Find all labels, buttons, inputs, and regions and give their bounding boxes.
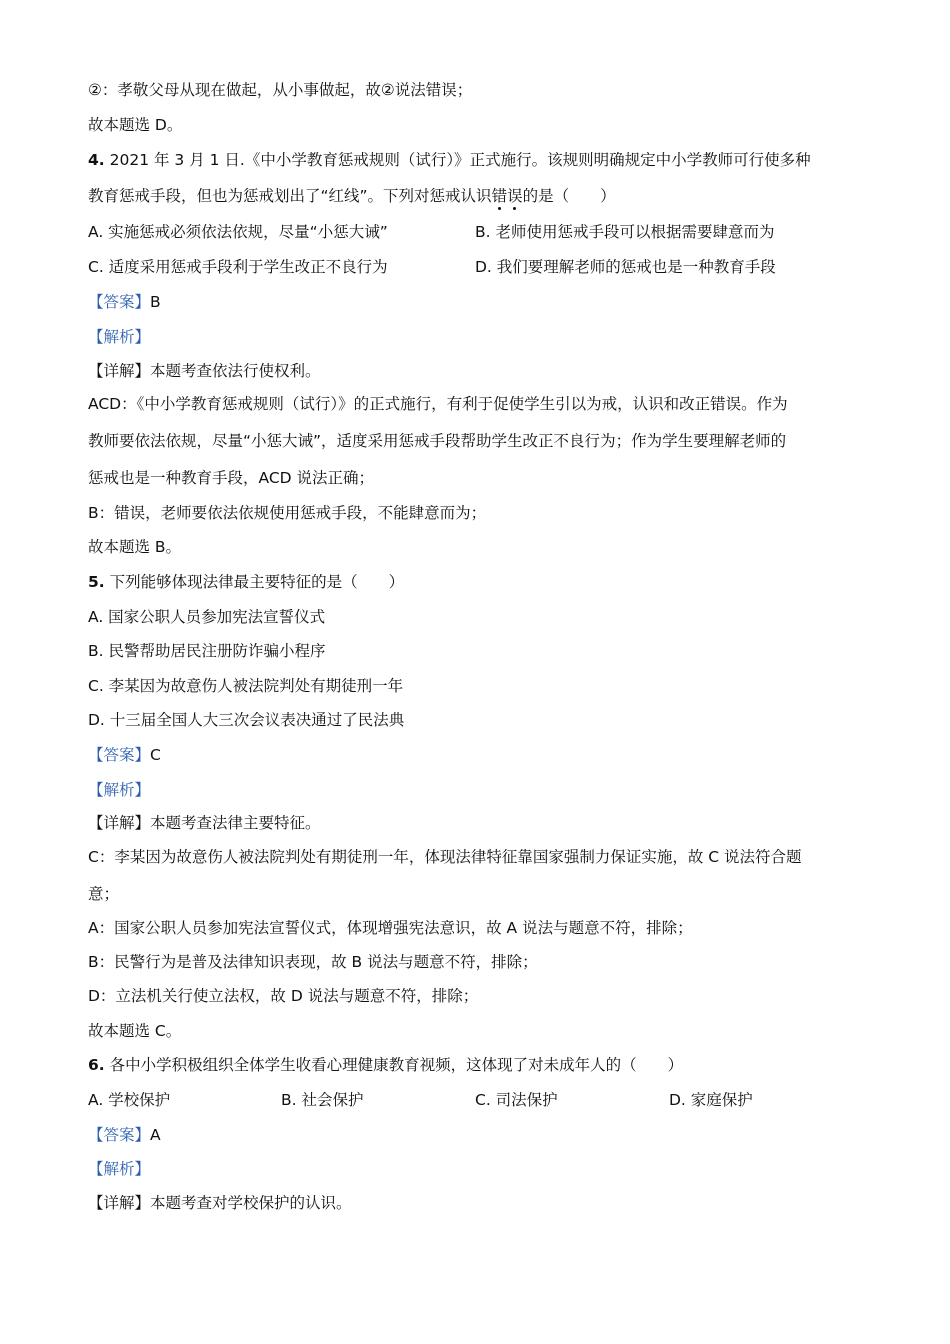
analysis-tag: 【解析】 xyxy=(88,328,151,346)
answer-line xyxy=(88,1125,161,1145)
question-4-stem-cont xyxy=(88,186,616,206)
detail-text: 本题考查依法行使权利。 xyxy=(150,362,321,380)
option-d: D. 家庭保护 xyxy=(669,1091,753,1109)
detail-tag: 【详解】 xyxy=(88,1194,151,1212)
explanation-line: B：错误，老师要依法依规使用惩戒手段，不能肆意而为； xyxy=(88,504,487,522)
question-4-stem xyxy=(88,150,811,170)
option-c: C. 李某因为故意伤人被法院判处有期徒刑一年 xyxy=(88,677,404,695)
explanation-line: C：李某因为故意伤人被法院判处有期徒刑一年，体现法律特征靠国家强制力保证实施，故 C 说法符合题 xyxy=(88,848,802,866)
answer-value: A xyxy=(150,1126,161,1144)
option-d: D. 十三届全国人大三次会议表决通过了民法典 xyxy=(88,711,405,729)
detail-tag: 【详解】 xyxy=(88,362,151,380)
explanation-line: 故本题选 B。 xyxy=(88,538,182,556)
question-text: 教育惩戒手段，但也为惩戒划出了“红线”。下列对惩戒认识 xyxy=(88,187,492,205)
detail-text: 本题考查对学校保护的认识。 xyxy=(150,1194,352,1212)
question-text: 的是（ ） xyxy=(522,187,616,205)
answer-value: B xyxy=(150,293,161,311)
answer-value: C xyxy=(150,746,161,764)
question-text: 2021 年 3 月 1 日.《中小学教育惩戒规则（试行）》正式施行。该规则明确规定中小学教师可行使多种 xyxy=(104,151,811,169)
question-number: 4. xyxy=(88,151,105,169)
explanation-line: 教师要依法依规，尽量“小惩大诫”，适度采用惩戒手段帮助学生改正不良行为；作为学生要理解老师的 xyxy=(88,432,787,450)
option-b: B. 民警帮助居民注册防诈骗小程序 xyxy=(88,642,326,660)
question-5-stem xyxy=(88,572,404,592)
emphasis-dot-char: 误 xyxy=(507,187,523,205)
text-line: 故本题选 D。 xyxy=(88,116,183,134)
question-text: 各中小学积极组织全体学生收看心理健康教育视频，这体现了对未成年人的（ ） xyxy=(104,1056,684,1074)
analysis-tag: 【解析】 xyxy=(88,1160,151,1178)
answer-tag: 【答案】 xyxy=(88,1126,151,1144)
option-b: B. 老师使用惩戒手段可以根据需要肆意而为 xyxy=(475,223,775,241)
explanation-line: A：国家公职人员参加宪法宣誓仪式，体现增强宪法意识，故 A 说法与题意不符，排除； xyxy=(88,919,693,937)
option-c: C. 司法保护 xyxy=(475,1091,558,1109)
answer-line xyxy=(88,292,161,312)
detail-line xyxy=(88,813,321,833)
detail-line xyxy=(88,1193,352,1213)
option-d: D. 我们要理解老师的惩戒也是一种教育手段 xyxy=(475,258,776,276)
explanation-line: 意； xyxy=(88,885,120,903)
detail-text: 本题考查法律主要特征。 xyxy=(150,814,321,832)
detail-tag: 【详解】 xyxy=(88,814,151,832)
answer-line xyxy=(88,745,161,765)
answer-tag: 【答案】 xyxy=(88,293,151,311)
analysis-tag: 【解析】 xyxy=(88,781,151,799)
explanation-line: D：立法机关行使立法权，故 D 说法与题意不符，排除； xyxy=(88,987,479,1005)
option-c: C. 适度采用惩戒手段利于学生改正不良行为 xyxy=(88,258,388,276)
answer-tag: 【答案】 xyxy=(88,746,151,764)
explanation-line: 故本题选 C。 xyxy=(88,1022,182,1040)
question-number: 5. xyxy=(88,573,105,591)
question-6-stem xyxy=(88,1055,683,1075)
emphasis-dot-char: 错 xyxy=(491,187,508,205)
option-b: B. 社会保护 xyxy=(281,1091,364,1109)
text-line: ②：孝敬父母从现在做起，从小事做起，故②说法错误； xyxy=(88,81,473,99)
explanation-line: ACD：《中小学教育惩戒规则（试行）》的正式施行，有利于促使学生引以为戒，认识和改正错误。作为 xyxy=(88,395,788,413)
question-number: 6. xyxy=(88,1056,105,1074)
option-a: A. 实施惩戒必须依法依规，尽量“小惩大诫” xyxy=(88,223,388,241)
option-a: A. 国家公职人员参加宪法宣誓仪式 xyxy=(88,608,326,626)
explanation-line: 惩戒也是一种教育手段，ACD 说法正确； xyxy=(88,469,375,487)
explanation-line: B：民警行为是普及法律知识表现，故 B 说法与题意不符，排除； xyxy=(88,953,538,971)
detail-line xyxy=(88,361,321,381)
question-text: 下列能够体现法律最主要特征的是（ ） xyxy=(104,573,405,591)
option-a: A. 学校保护 xyxy=(88,1091,171,1109)
